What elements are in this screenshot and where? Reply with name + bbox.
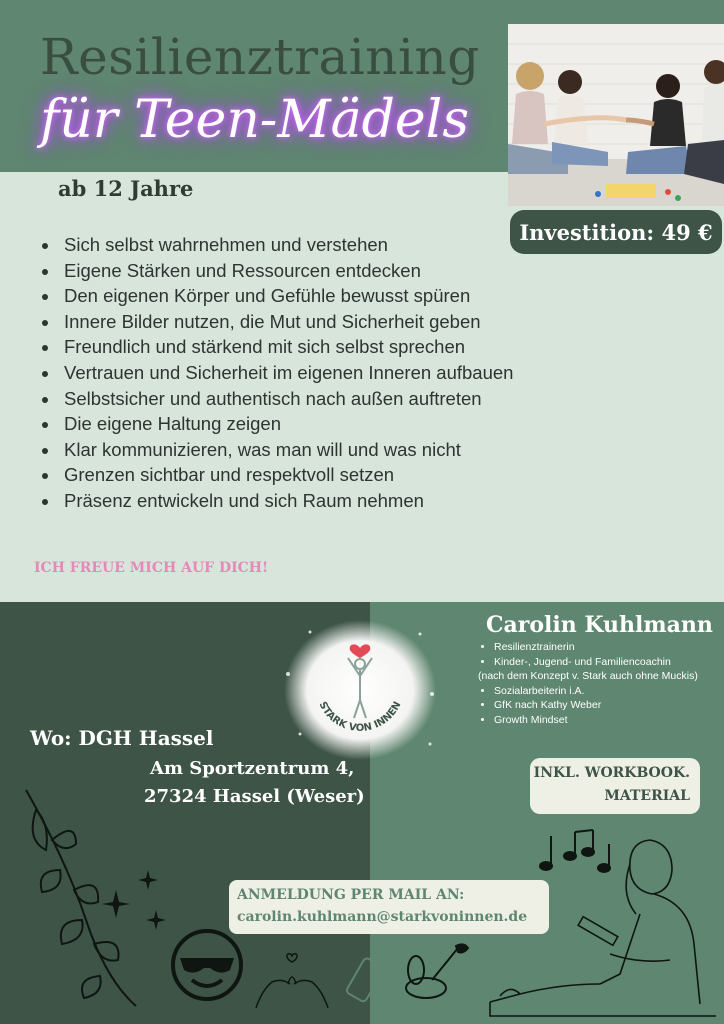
list-item: • Die eigene Haltung zeigen [60,411,513,437]
sunglasses-emoji-icon [170,928,244,1002]
list-item: • Sozialarbeiterin i.A. [494,684,698,699]
location-label: Wo: DGH Hassel [30,726,214,750]
list-item: • Selbstsicher und authentisch nach außen auftreten [60,386,513,412]
page-title: Resilienztraining [40,28,480,86]
workbook-badge [530,758,700,814]
logo-text: STARK VON INNEN [316,700,404,734]
topics-list [34,232,513,514]
address-city: 27324 Hassel (Weser) [144,786,365,807]
list-item: • Präsenz entwickeln und sich Raum nehmen [60,488,513,514]
workbook-line1: INKL. WORKBOOK. [533,765,690,781]
registration-email-link[interactable]: carolin.kuhlmann@starkvoninnen.de [237,909,528,925]
address-street: Am Sportzentrum 4, [150,758,355,779]
compact-makeup-icon [402,940,472,1010]
list-item: • GfK nach Kathy Weber [494,698,698,713]
page-subtitle: für Teen-Mädels [40,90,469,150]
list-item: • Grenzen sichtbar und respektvoll setzen [60,462,513,488]
registration-box [229,880,549,934]
qualifications-list [478,640,698,727]
workbook-line2: MATERIAL [604,788,690,804]
pinky-promise-icon [252,950,332,1010]
price-badge: Investition: 49 € [510,210,722,254]
list-item: • Den eigenen Körper und Gefühle bewusst spüren [60,283,513,309]
trainer-name: Carolin Kuhlmann [486,612,713,638]
list-item: • Innere Bilder nutzen, die Mut und Sicherheit geben [60,309,513,335]
list-item: • Klar kommunizieren, was man will und was nicht [60,437,513,463]
list-item: • Freundlich und stärkend mit sich selbst sprechen [60,334,513,360]
sparkle-icon [96,866,176,946]
list-item: • Kinder-, Jugend- und Familiencoachin [494,655,698,670]
list-item: • Vertrauen und Sicherheit im eigenen Inneren aufbauen [60,360,513,386]
list-item: • Eigene Stärken und Ressourcen entdecken [60,258,513,284]
girls-photo [508,24,724,206]
stark-von-innen-logo [280,614,440,764]
phone-icon [344,956,394,1006]
age-label: ab 12 Jahre [58,176,194,201]
list-item: (nach dem Konzept v. Stark auch ohne Muckis) [478,670,698,682]
list-item: • Sich selbst wahrnehmen und verstehen [60,232,513,258]
registration-label: ANMELDUNG PER MAIL AN: [237,887,465,903]
greeting-text: ICH FREUE MICH AUF DICH! [34,560,269,576]
list-item: • Resilienztrainerin [494,640,698,655]
list-item: • Growth Mindset [494,713,698,728]
